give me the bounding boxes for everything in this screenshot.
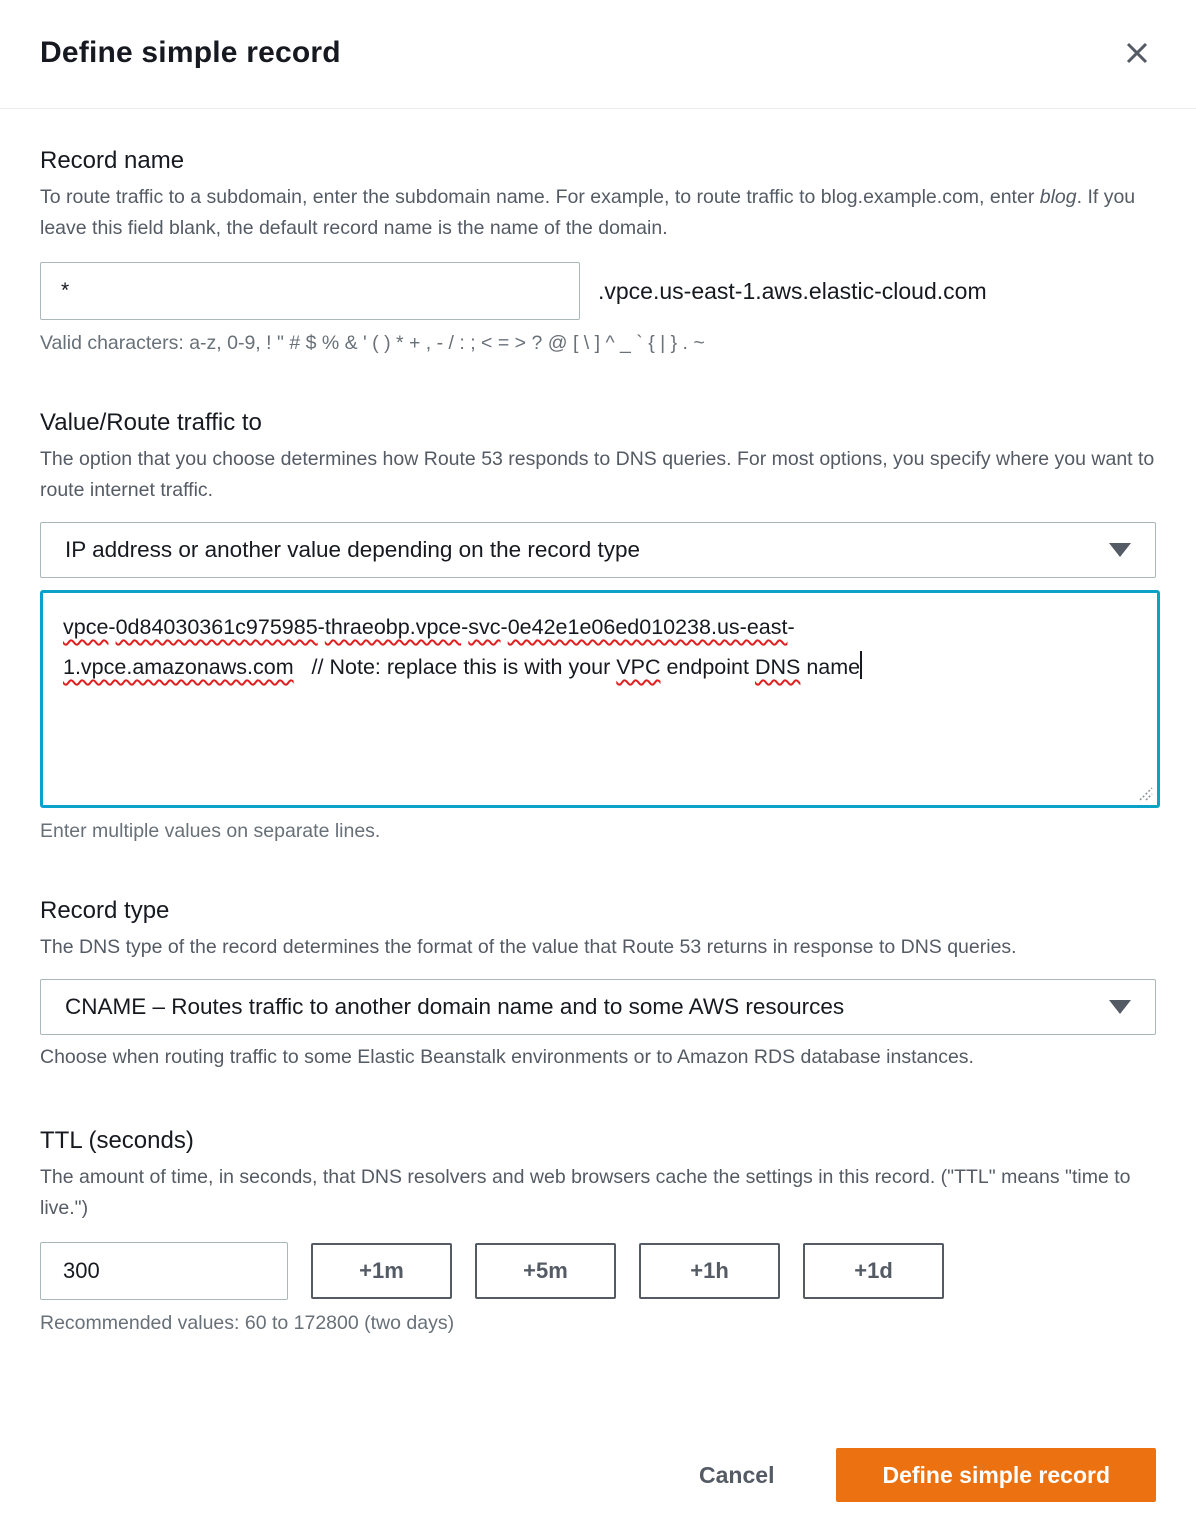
ttl-description: The amount of time, in seconds, that DNS resolvers and web browsers cache the settings in this record. ("TTL" means "time to live.") xyxy=(40,1166,1131,1219)
define-simple-record-button[interactable]: Define simple record xyxy=(836,1448,1156,1502)
multiple-values-hint: Enter multiple values on separate lines. xyxy=(40,820,381,842)
record-name-description-italic: blog xyxy=(1039,186,1077,208)
value-textarea-content: vpce-0d84030361c975985-thraeobp.vpce-svc-0e42e1e06ed010238.us-east- 1.vpce.amazonaws.com // Note: replace this is with your VPC endpoint DNS name xyxy=(63,615,861,679)
value-route-section xyxy=(40,409,1156,843)
record-name-label: Record name xyxy=(40,147,185,174)
ttl-input[interactable] xyxy=(40,1242,288,1300)
value-route-label: Value/Route traffic to xyxy=(40,409,262,436)
dialog-header xyxy=(0,0,1196,109)
record-type-section xyxy=(40,897,1156,1073)
dialog-title: Define simple record xyxy=(40,36,341,69)
domain-suffix: .vpce.us-east-1.aws.elastic-cloud.com xyxy=(598,277,987,304)
record-type-selected-option: CNAME – Routes traffic to another domain name and to some AWS resources xyxy=(65,994,845,1019)
route-traffic-select[interactable] xyxy=(40,522,1156,578)
record-name-section xyxy=(40,147,1156,355)
record-name-description-part2: . If you leave this field blank, the default record name is the name of the domain. xyxy=(40,186,1136,239)
ttl-add-1h-button[interactable]: +1h xyxy=(639,1243,780,1299)
ttl-add-5m-button[interactable]: +5m xyxy=(475,1243,616,1299)
value-route-description: The option that you choose determines how Route 53 responds to DNS queries. For most options, you specify where you want to route internet traffic. xyxy=(40,448,1155,501)
close-button[interactable] xyxy=(1118,34,1156,72)
ttl-label: TTL (seconds) xyxy=(40,1127,194,1154)
dialog-content xyxy=(0,109,1196,1398)
close-icon xyxy=(1124,40,1150,66)
record-name-description-part1: To route traffic to a subdomain, enter the subdomain name. For example, to route traffic to blog.example.com, enter xyxy=(40,186,1040,208)
record-type-hint: Choose when routing traffic to some Elastic Beanstalk environments or to Amazon RDS database instances. xyxy=(40,1046,974,1068)
ttl-add-1d-button[interactable]: +1d xyxy=(803,1243,944,1299)
ttl-add-1m-button[interactable]: +1m xyxy=(311,1243,452,1299)
route-traffic-selected-option: IP address or another value depending on the record type xyxy=(65,537,640,562)
ttl-recommended-hint: Recommended values: 60 to 172800 (two days) xyxy=(40,1312,455,1334)
value-textarea[interactable] xyxy=(40,590,1160,808)
record-type-description: The DNS type of the record determines the format of the value that Route 53 returns in response to DNS queries. xyxy=(40,936,1017,958)
record-name-input-row xyxy=(40,262,1156,320)
record-name-description xyxy=(40,182,1156,244)
ttl-section xyxy=(40,1127,1156,1335)
record-name-input[interactable] xyxy=(40,262,580,320)
valid-characters-hint: Valid characters: a-z, 0-9, ! " # $ % & ' ( ) * + , - / : ; < = > ? @ [ \ ] ^ _ ` { | } . ~ xyxy=(40,332,705,354)
dialog-footer xyxy=(0,1398,1196,1520)
record-type-label: Record type xyxy=(40,897,170,924)
cancel-button[interactable]: Cancel xyxy=(671,1450,802,1501)
chevron-down-icon xyxy=(1109,1000,1131,1014)
chevron-down-icon xyxy=(1109,543,1131,557)
resize-handle-icon[interactable] xyxy=(1136,784,1154,802)
ttl-input-row xyxy=(40,1242,1156,1300)
record-type-select[interactable] xyxy=(40,979,1156,1035)
